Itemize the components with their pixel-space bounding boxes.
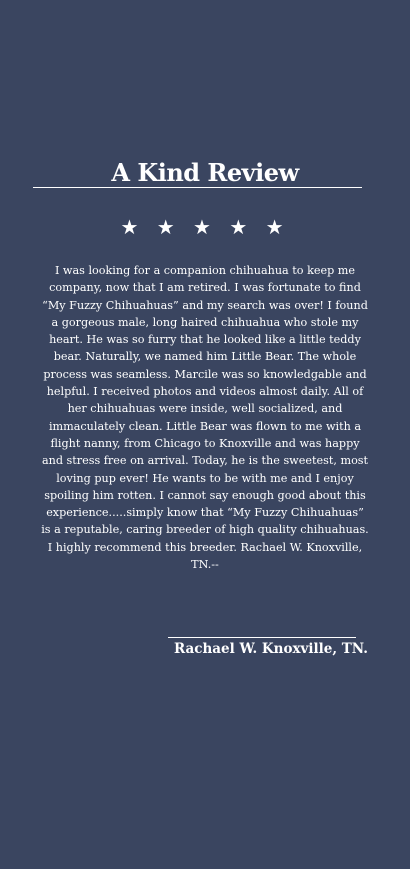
star-icon: ★ xyxy=(120,215,145,239)
star-icon: ★ xyxy=(229,215,254,239)
signature-line xyxy=(168,637,356,638)
heading-underline xyxy=(33,187,362,188)
star-icon: ★ xyxy=(156,215,181,239)
star-rating xyxy=(0,216,410,238)
star-icon: ★ xyxy=(265,215,290,239)
review-text: I was looking for a companion chihuahua to keep me company, now that I am retired. I was fortunate to find “My Fuzzy Chihuahuas” and my search was over! I found a gorgeous male, long haired chihuahua who stole my heart. He was so furry that he looked like a little teddy bear. Naturally, we named him Little Bear. The whole process was seamless. Marcile was so knowledgable and helpful. I received photos and videos almost daily. All of her chihuahuas were inside, well socialized, and immaculately clean. Little Bear was flown to me with a flight nanny, from Chicago to Knoxville and was happy and stress free on arrival. Today, he is the sweetest, most loving pup ever! He wants to be with me and I enjoy spoiling him rotten. I cannot say enough good about this experience.....simply know that “My Fuzzy Chihuahuas” is a reputable, caring breeder of high quality chihuahuas. I highly recommend this breeder. Rachael W. Knoxville, TN.-- xyxy=(41,264,369,572)
star-icon: ★ xyxy=(193,215,217,239)
review-heading: A Kind Review xyxy=(111,158,299,187)
reviewer-signature: Rachael W. Knoxville, TN. xyxy=(174,641,368,657)
